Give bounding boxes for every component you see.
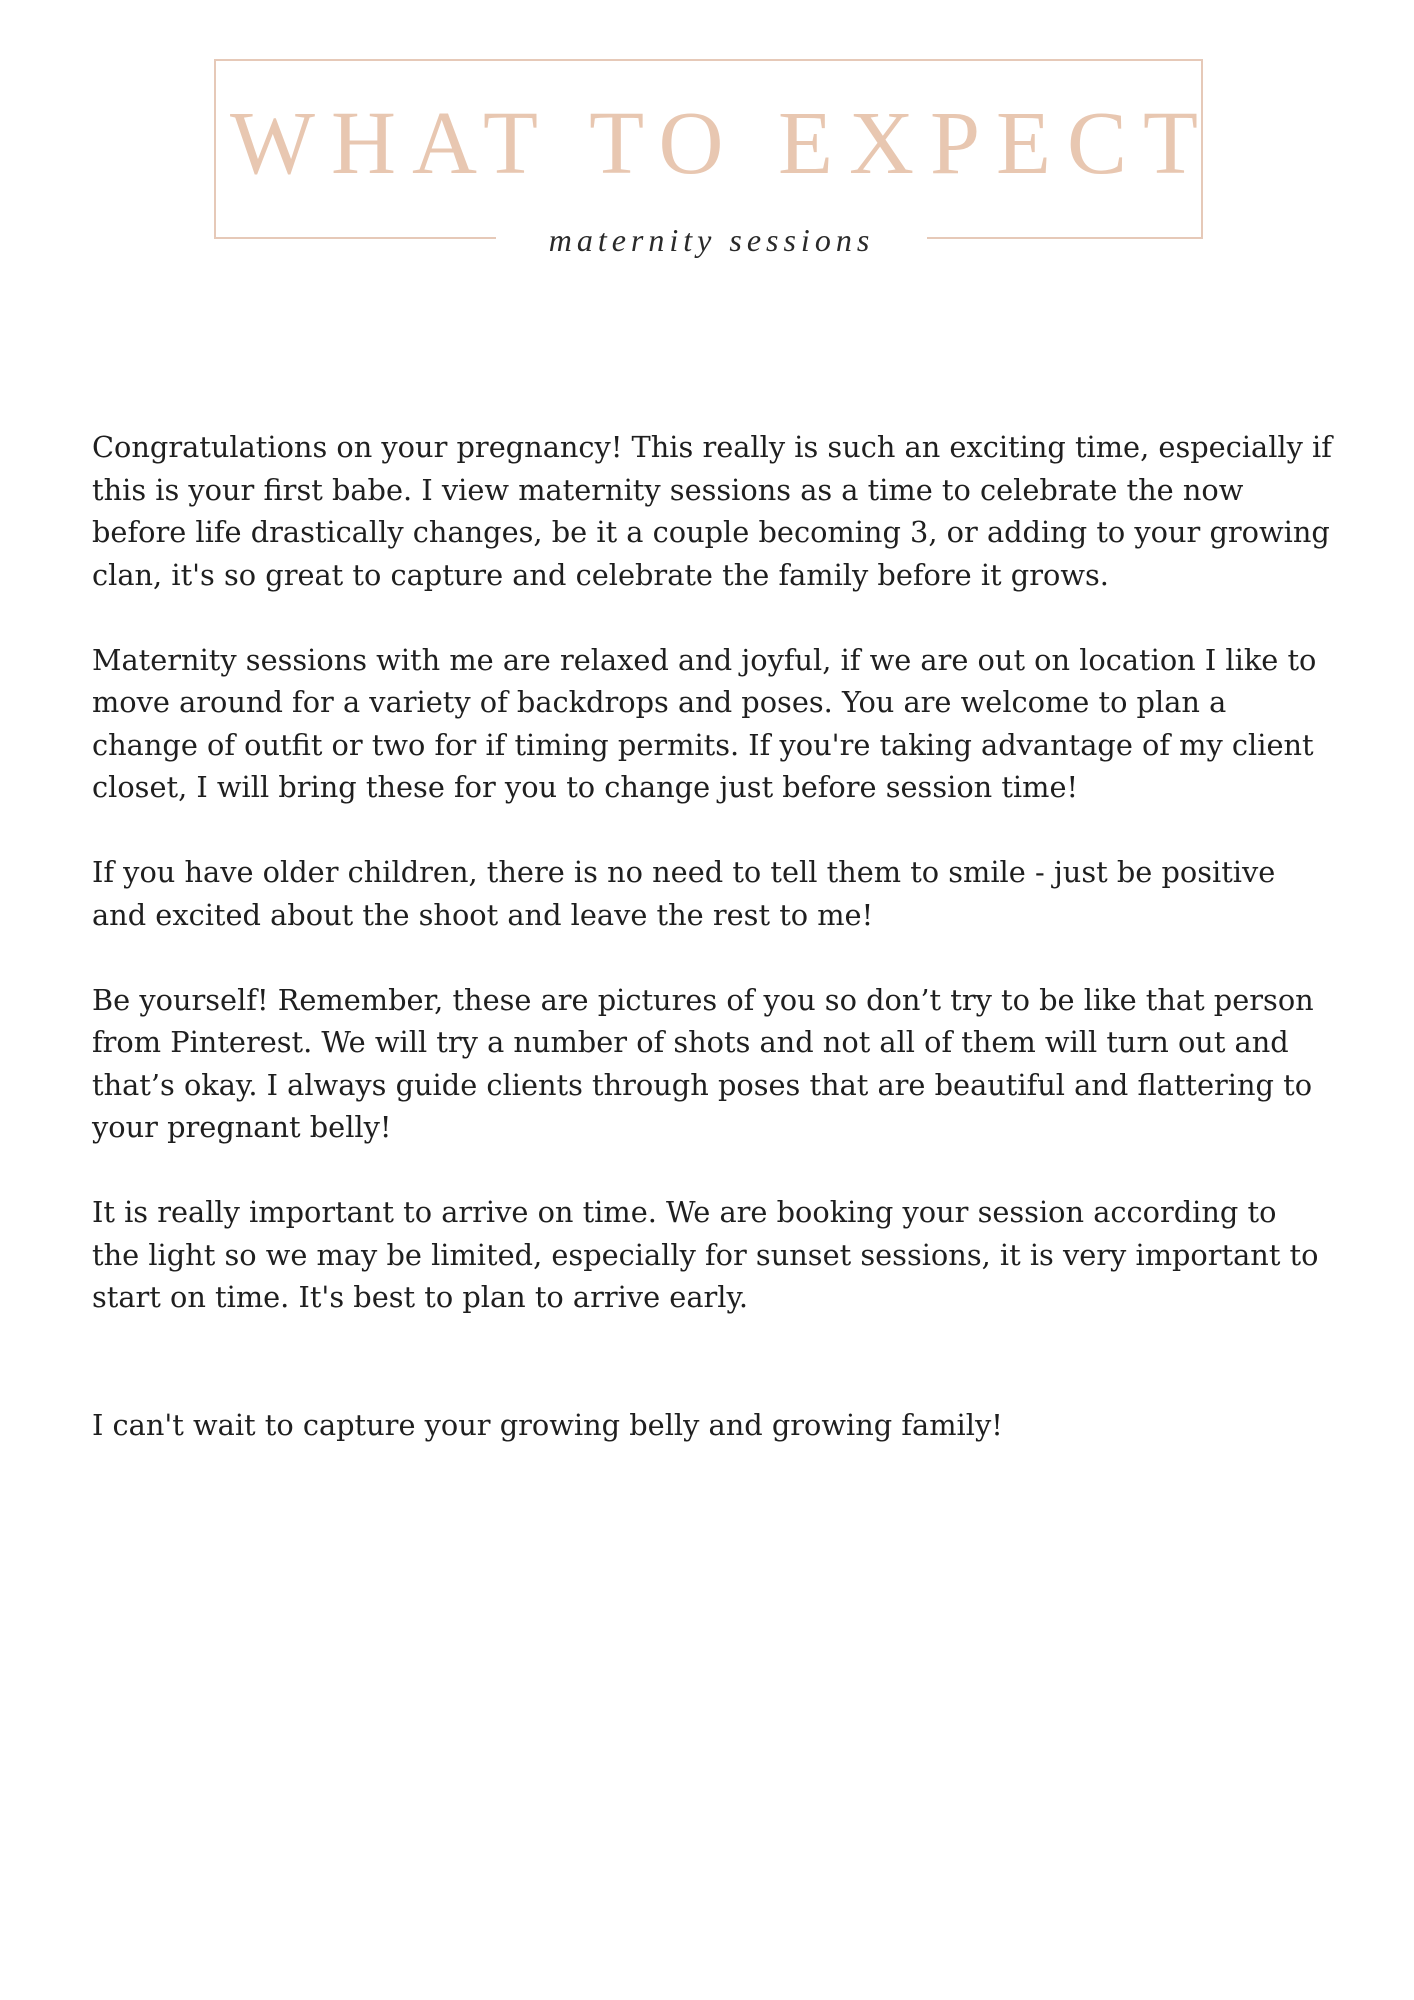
- paragraph-gap: [92, 809, 1332, 852]
- body-text: [92, 426, 1332, 1446]
- frame-bottom-rule-right: [927, 237, 1203, 239]
- paragraph-congratulations: Congratulations on your pregnancy! This really is such an exciting time, especially if this is your first babe. I view maternity sessions as a time to celebrate the now before life drastically changes, be it a couple becoming 3, or adding to your growing clan, it's so great to capture and celebrate the family before it grows.: [92, 430, 1332, 592]
- page-subtitle: maternity sessions: [548, 222, 875, 258]
- page-title: WHAT TO EXPECT: [230, 94, 1215, 193]
- paragraph-gap: [92, 936, 1332, 979]
- paragraph-closing: I can't wait to capture your growing belly and growing family!: [92, 1407, 1003, 1442]
- paragraph-gap: [92, 1319, 1332, 1404]
- paragraph-older-children: If you have older children, there is no need to tell them to smile - just be positive and excited about the shoot and leave the rest to me!: [92, 855, 1276, 932]
- paragraph-gap: [92, 1149, 1332, 1192]
- paragraph-gap: [92, 596, 1332, 639]
- paragraph-session-details: Maternity sessions with me are relaxed and joyful, if we are out on location I like to move around for a variety of backdrops and poses. You are welcome to plan a change of outfit or two for if timing permits. If you're taking advantage of my client closet, I will bring these for you to change just before session time!: [92, 642, 1317, 804]
- paragraph-arrive-on-time: It is really important to arrive on time. We are booking your session according to the light so we may be limited, especially for sunset sessions, it is very important to start on time. It's best to plan to arrive early.: [92, 1195, 1319, 1314]
- paragraph-be-yourself: Be yourself! Remember, these are pictures of you so don’t try to be like that person from Pinterest. We will try a number of shots and not all of them will turn out and that’s okay. I always guide clients through poses that are beautiful and flattering to your pregnant belly!: [92, 982, 1314, 1144]
- frame-bottom-rule-left: [214, 237, 496, 239]
